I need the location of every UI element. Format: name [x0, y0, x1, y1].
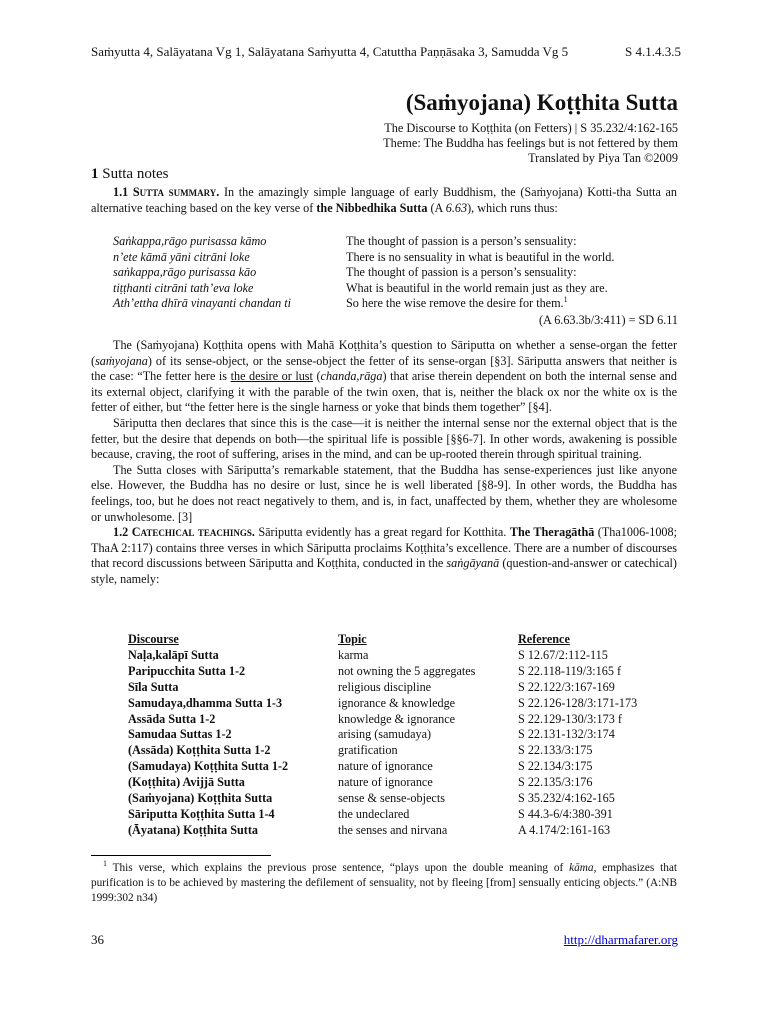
p1-bold: the Nibbedhika Sutta: [316, 200, 428, 215]
reference-cell: S 22.131-132/3:174: [518, 727, 615, 742]
topic-cell: the undeclared: [338, 806, 410, 821]
footnote-text-b: , emphasizes that purification is to be achieved by mastering the defilement of sensuality, not by fleeing [from] sensually enticing objects.” (A:NB 1999:302 n34): [91, 862, 678, 904]
verse-english: What is beautiful in the world remain just as they are.: [346, 280, 608, 295]
verse-pali: Ath’ettha dhīrā vinayanti chandan ti: [113, 296, 292, 310]
table-row: [128, 823, 637, 839]
verse-pali: tiṭṭhanti citrāni tath’eva loke: [113, 280, 254, 295]
reference-cell: S 22.134/3:175: [518, 759, 593, 774]
topic-cell: sense & sense-objects: [338, 791, 445, 806]
paragraph-closing: The Sutta closes with Sāriputta’s remarkable statement, that the Buddha has sense-experiences just like anyone else. However, the Buddha has no desire or lust, since he is well liberated [§8-9]. In other words, the Buddha has feelings, too, but he does not react negatively to them, and is, in fact, unaffected by them, whether they are wholesome or unwholesome. [3]: [91, 462, 677, 524]
table-row: [128, 680, 637, 696]
discourse-cell: Assāda Sutta 1-2: [128, 711, 216, 726]
p1-label-num: 1.1: [113, 185, 129, 199]
verse-pali: saṅkappa,rāgo purisassa kāo: [113, 265, 257, 279]
paragraph-catechical: [91, 525, 677, 587]
verse-reference: (A 6.63.3b/3:411) = SD 6.11: [538, 313, 678, 327]
topic-cell: arising (samudaya): [338, 727, 432, 742]
reference-cell: S 12.67/2:112-115: [518, 647, 608, 662]
col-header-reference: Reference: [518, 632, 570, 646]
table-row: [128, 664, 637, 680]
footnote-divider: [91, 855, 271, 856]
col-header-topic: Topic: [338, 632, 367, 646]
verse-english: The thought of passion is a person’s sensuality:: [346, 265, 577, 279]
p5-ital: saṅgāyanā: [446, 556, 500, 571]
discourse-cell: Samudaya,dhamma Sutta 1-3: [128, 695, 283, 710]
topic-cell: knowledge & ignorance: [338, 711, 456, 726]
paragraph-opening: [91, 338, 677, 416]
footnote-number: 1: [103, 859, 107, 869]
discourse-cell: Samudaa Suttas 1-2: [128, 727, 232, 742]
verse-english: There is no sensuality in what is beautiful in the world.: [346, 249, 615, 264]
table-row: [128, 727, 637, 743]
footnote: [91, 861, 677, 906]
p1-ital: 6.63: [445, 200, 468, 215]
p2-a: The (Saṁyojana) Koṭṭhita opens with Mahā Koṭṭhita’s question to Sāriputta on whether a sense-organ the fetter (: [91, 338, 677, 368]
table-row: [128, 759, 637, 775]
p5-b: (Tha1006-1008; ThaA 2:117) contains three verses in which Sāriputta proclaims Koṭṭhita’s excellence. There are a number of discourses that record discussions between Sāriputta and Koṭṭhita, conducted in the: [91, 525, 677, 571]
reference-cell: S 35.232/4:162-165: [518, 791, 615, 806]
p2-d: ) that arise therein dependent on both the internal sense and its external object, clarifying it with the parable of the twin oxen, that is, neither the black ox nor the white ox is the fetter of either, but “the fetter here is the single harness or yoke that binds them together” [§4].: [91, 369, 677, 415]
subtitle-line-1: The Discourse to Koṭṭhita (on Fetters) | S 35.232/4:162-165: [384, 121, 678, 135]
reference-cell: S 22.126-128/3:171-173: [518, 695, 638, 710]
p5-label-num: 1.2: [113, 525, 129, 540]
footnote-ital: kāma: [569, 862, 594, 874]
p2-ital-1: saṁyojana: [95, 353, 148, 368]
p2-underline: the desire or lust: [230, 369, 313, 384]
reference-cell: S 44.3-6/4:380-391: [518, 806, 613, 821]
table-body: [128, 648, 637, 839]
table-row: [128, 775, 637, 791]
verse-english: The thought of passion is a person’s sensuality:: [346, 234, 577, 248]
section-heading: [91, 166, 169, 183]
discourse-cell: Paripucchita Sutta 1-2: [128, 663, 246, 678]
table-row: [128, 743, 637, 759]
verse-english: [346, 296, 568, 312]
p5-bold: The Theragāthā: [509, 525, 595, 540]
col-header-discourse: Discourse: [128, 632, 179, 646]
page-title: (Saṁyojana) Koṭṭhita Sutta: [405, 90, 678, 115]
page-number: 36: [91, 932, 104, 947]
body-paragraphs: [91, 338, 677, 588]
topic-cell: ignorance & knowledge: [338, 695, 456, 710]
reference-cell: A 4.174/2:161-163: [518, 822, 611, 837]
p2-ital-2: chanda,rāga: [320, 369, 383, 384]
section-title: Sutta notes: [102, 166, 169, 182]
topic-cell: nature of ignorance: [338, 759, 433, 774]
discourse-cell: Sīla Sutta: [128, 679, 179, 694]
verse-pali: n’ete kāmā yāni citrāni loke: [113, 249, 250, 264]
table-header-row: [128, 632, 637, 648]
p1-label: Sutta summary.: [132, 185, 220, 199]
p1-text-b: (A: [427, 200, 446, 215]
topic-cell: nature of ignorance: [338, 775, 433, 790]
discourse-table: [128, 632, 637, 839]
topic-cell: religious discipline: [338, 679, 432, 694]
discourse-cell: (Koṭṭhita) Avijjā Sutta: [128, 775, 245, 790]
reference-cell: S 22.118-119/3:165 f: [518, 663, 622, 678]
discourse-cell: (Samudaya) Koṭṭhita Sutta 1-2: [128, 759, 289, 774]
discourse-cell: (Saṁyojana) Koṭṭhita Sutta: [128, 791, 273, 806]
paragraph-declaration: Sāriputta then declares that since this is the case—it is neither the internal sense nor the external object that is the fetter, but the desire that depends on both—the spiritual life is possible [§§6-7]. In other words, awakening is possible because, craving, the root of suffering, arises in the mind, and can be up-rooted therein through spiritual training.: [91, 415, 677, 462]
topic-cell: karma: [338, 647, 369, 662]
subtitle-theme: Theme: The Buddha has feelings but is not fettered by them: [383, 136, 678, 150]
discourse-cell: (Āyatana) Koṭṭhita Sutta: [128, 822, 258, 837]
p5-a: Sāriputta evidently has a great regard for Kotthita.: [254, 525, 510, 540]
p5-label: Catechical teachings.: [131, 525, 255, 540]
table-row: [128, 648, 637, 664]
verse-english-text: So here the wise remove the desire for them.: [346, 296, 564, 310]
p1-text-c: ), which runs thus:: [467, 200, 558, 215]
footnote-text-a: This verse, which explains the previous prose sentence, “plays upon the double meaning of: [107, 862, 570, 874]
header-code: S 4.1.4.3.5: [625, 44, 681, 59]
p1-text-a: In the amazingly simple language of early Buddhism, the (Saṁyojana) Kotti-tha Sutta an alternative teaching based on the key verse of: [91, 185, 678, 215]
table-row: [128, 696, 637, 712]
topic-cell: not owning the 5 aggregates: [338, 663, 476, 678]
discourse-cell: (Assāda) Koṭṭhita Sutta 1-2: [128, 743, 271, 758]
section-number: 1: [91, 166, 99, 182]
reference-cell: S 22.129-130/3:173 f: [518, 711, 622, 726]
topic-cell: gratification: [338, 743, 398, 758]
discourse-cell: Sāriputta Koṭṭhita Sutta 1-4: [128, 806, 275, 821]
running-header: [91, 44, 681, 60]
p5-c: (question-and-answer or catechical) style, namely:: [91, 556, 677, 586]
table-row: [128, 712, 637, 728]
footnote-marker[interactable]: 1: [563, 294, 568, 304]
p2-b: ) of its sense-object, or the sense-object the fetter of its sense-organ [§3]. Sāriputta answers that neither is the case: “The fetter here is: [91, 353, 677, 384]
topic-cell: the senses and nirvana: [338, 822, 448, 837]
discourse-cell: Naḷa,kalāpī Sutta: [128, 647, 219, 662]
subtitle-translator: Translated by Piya Tan ©2009: [528, 151, 678, 165]
website-link[interactable]: http://dharmafarer.org: [563, 932, 678, 947]
reference-cell: S 22.133/3:175: [518, 743, 593, 758]
verse-pali: Saṅkappa,rāgo purisassa kāmo: [113, 234, 267, 248]
table-row: [128, 791, 637, 807]
reference-cell: S 22.135/3:176: [518, 775, 593, 790]
header-path: Saṁyutta 4, Salāyatana Vg 1, Salāyatana Saṁyutta 4, Catuttha Paṇṇāsaka 3, Samudda Vg 5: [91, 44, 569, 59]
reference-cell: S 22.122/3:167-169: [518, 679, 615, 694]
paragraph-summary: [91, 185, 677, 216]
p2-c: (: [312, 369, 321, 384]
table-row: [128, 807, 637, 823]
